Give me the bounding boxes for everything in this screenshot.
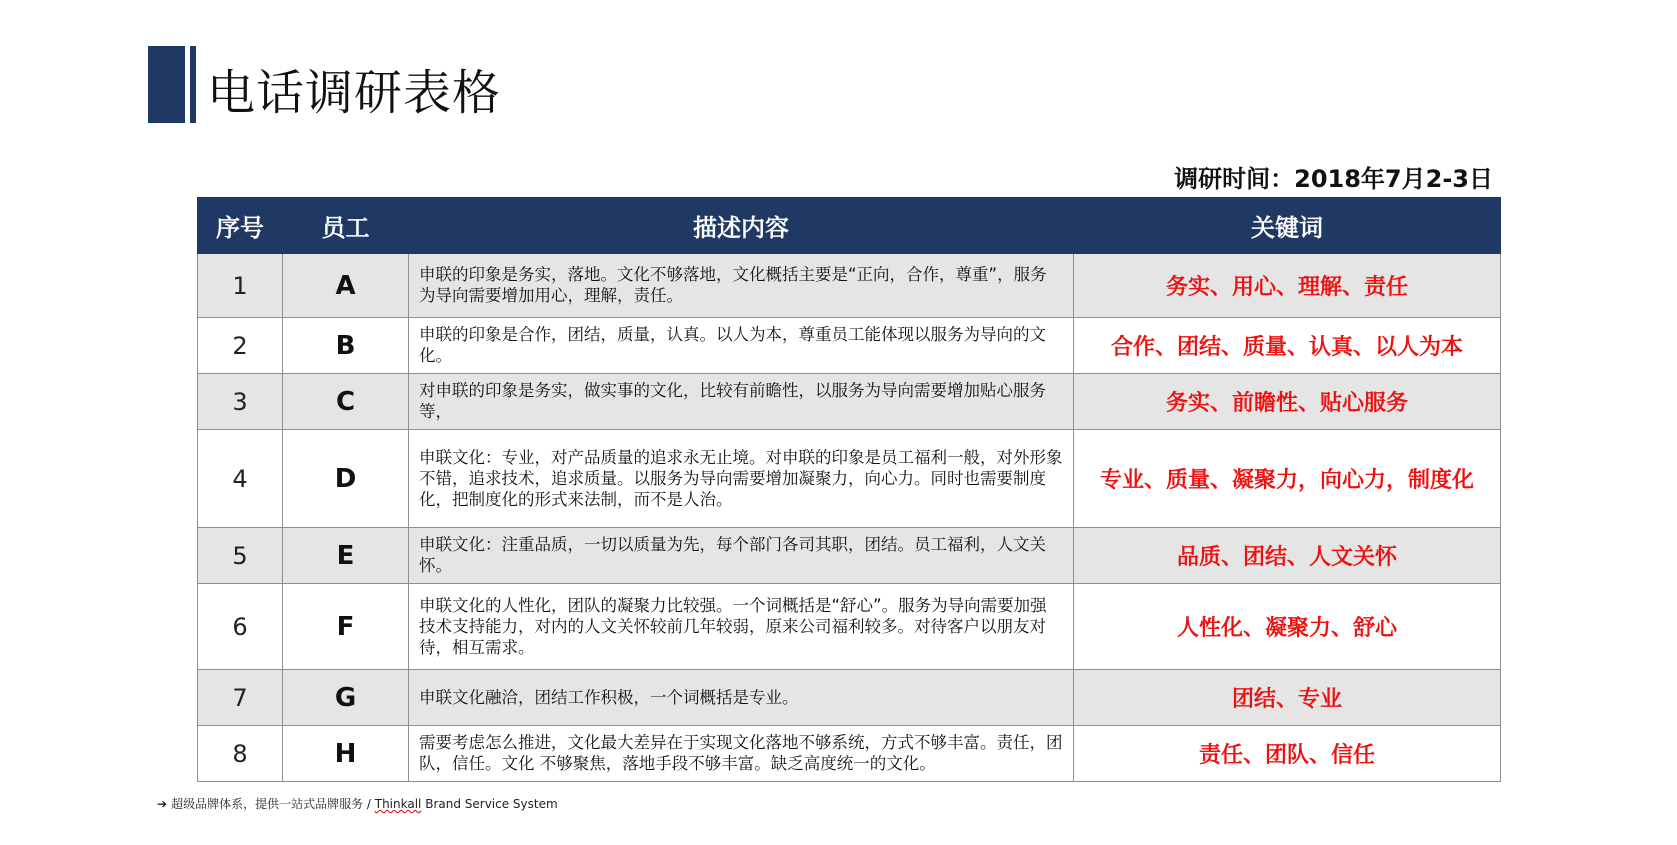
row-employee: A	[283, 254, 409, 318]
row-description: 对申联的印象是务实，做实事的文化，比较有前瞻性，以服务为导向需要增加贴心服务等，	[409, 374, 1074, 430]
row-employee: H	[283, 726, 409, 782]
row-employee: E	[283, 528, 409, 584]
row-no: 6	[198, 584, 283, 670]
row-no: 2	[198, 318, 283, 374]
row-no: 5	[198, 528, 283, 584]
row-description: 申联的印象是务实，落地。文化不够落地，文化概括主要是“正向，合作，尊重”，服务为导向需要增加用心，理解，责任。	[409, 254, 1074, 318]
row-description: 需要考虑怎么推进，文化最大差异在于实现文化落地不够系统，方式不够丰富。责任，团队，信任。文化 不够聚焦，落地手段不够丰富。缺乏高度统一的文化。	[409, 726, 1074, 782]
row-description: 申联文化：专业，对产品质量的追求永无止境。对申联的印象是员工福利一般，对外形象不错，追求技术，追求质量。以服务为导向需要增加凝聚力，向心力。同时也需要制度化，把制度化的形式来法制，而不是人治。	[409, 430, 1074, 528]
footer-text-suffix: Brand Service System	[421, 797, 558, 811]
title-accent-bar-thin	[190, 46, 196, 123]
footer-note	[157, 795, 558, 812]
table-header-row	[198, 198, 1501, 254]
row-keywords: 合作、团结、质量、认真、以人为本	[1074, 318, 1501, 374]
header-no: 序号	[198, 198, 283, 254]
row-description: 申联文化融洽，团结工作积极，一个词概括是专业。	[409, 670, 1074, 726]
table-row	[198, 374, 1501, 430]
footer-text-prefix: 超级品牌体系，提供一站式品牌服务 /	[171, 797, 375, 811]
row-no: 3	[198, 374, 283, 430]
row-keywords: 人性化、凝聚力、舒心	[1074, 584, 1501, 670]
row-keywords: 品质、团结、人文关怀	[1074, 528, 1501, 584]
footer-brand: Thinkall	[374, 797, 422, 811]
title-accent-bar	[148, 46, 185, 123]
survey-table	[197, 197, 1501, 782]
table-row	[198, 318, 1501, 374]
table-row	[198, 254, 1501, 318]
row-no: 4	[198, 430, 283, 528]
table-row	[198, 726, 1501, 782]
row-employee: D	[283, 430, 409, 528]
arrow-right-icon: ➔	[157, 797, 168, 811]
row-no: 8	[198, 726, 283, 782]
survey-date: 调研时间：2018年7月2-3日	[1174, 165, 1493, 193]
row-employee: B	[283, 318, 409, 374]
row-keywords: 团结、专业	[1074, 670, 1501, 726]
table-row	[198, 670, 1501, 726]
row-description: 申联文化的人性化，团队的凝聚力比较强。一个词概括是“舒心”。服务为导向需要加强技术支持能力，对内的人文关怀较前几年较弱，原来公司福利较多。对待客户以朋友对待，相互需求。	[409, 584, 1074, 670]
row-employee: C	[283, 374, 409, 430]
row-no: 1	[198, 254, 283, 318]
header-employee: 员工	[283, 198, 409, 254]
row-keywords: 务实、用心、理解、责任	[1074, 254, 1501, 318]
table-row	[198, 528, 1501, 584]
row-keywords: 务实、前瞻性、贴心服务	[1074, 374, 1501, 430]
header-keywords: 关键词	[1074, 198, 1501, 254]
row-keywords: 专业、质量、凝聚力，向心力，制度化	[1074, 430, 1501, 528]
row-employee: G	[283, 670, 409, 726]
page-title: 电话调研表格	[207, 65, 502, 121]
row-no: 7	[198, 670, 283, 726]
row-keywords: 责任、团队、信任	[1074, 726, 1501, 782]
row-description: 申联的印象是合作，团结，质量，认真。以人为本，尊重员工能体现以服务为导向的文化。	[409, 318, 1074, 374]
table-row	[198, 584, 1501, 670]
row-description: 申联文化：注重品质，一切以质量为先，每个部门各司其职，团结。员工福利，人文关怀。	[409, 528, 1074, 584]
row-employee: F	[283, 584, 409, 670]
table-row	[198, 430, 1501, 528]
header-description: 描述内容	[409, 198, 1074, 254]
